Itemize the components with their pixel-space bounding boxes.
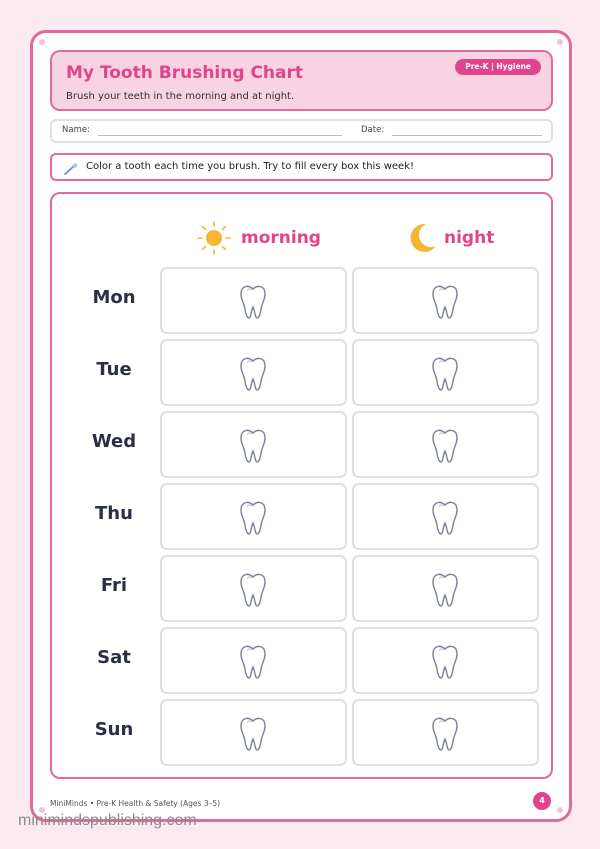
corner-dot	[557, 807, 563, 813]
sun-icon	[196, 220, 232, 260]
name-label: Name:	[62, 125, 90, 135]
brushing-chart	[50, 192, 553, 779]
brush-cell-night[interactable]	[352, 483, 539, 550]
day-label: Thu	[95, 503, 133, 524]
column-label-night: night	[444, 228, 495, 248]
corner-dot	[39, 39, 45, 45]
moon-icon	[404, 220, 440, 260]
day-label: Mon	[92, 287, 136, 308]
brush-cell-night[interactable]	[352, 627, 539, 694]
worksheet-page	[30, 30, 572, 822]
brush-cell-morning[interactable]	[160, 483, 347, 550]
column-header-night	[404, 220, 524, 260]
day-label: Tue	[96, 359, 132, 380]
brush-cell-night[interactable]	[352, 411, 539, 478]
brush-cell-night[interactable]	[352, 699, 539, 766]
page-subtitle: Brush your teeth in the morning and at night.	[66, 91, 295, 102]
brush-cell-morning[interactable]	[160, 267, 347, 334]
column-label-morning: morning	[241, 228, 321, 248]
grade-badge: Pre-K | Hygiene	[455, 59, 541, 75]
name-field[interactable]	[98, 135, 342, 136]
name-date-bar	[50, 119, 553, 143]
header-banner	[50, 50, 553, 111]
brush-cell-morning[interactable]	[160, 555, 347, 622]
brush-cell-morning[interactable]	[160, 699, 347, 766]
toothbrush-icon	[64, 160, 78, 179]
page-number: 4	[533, 792, 551, 810]
page-title: My Tooth Brushing Chart	[66, 63, 304, 83]
day-label: Sat	[97, 647, 131, 668]
day-label: Fri	[100, 575, 128, 596]
date-field[interactable]	[392, 135, 542, 136]
brush-cell-night[interactable]	[352, 267, 539, 334]
brush-cell-morning[interactable]	[160, 339, 347, 406]
column-header-morning	[196, 220, 346, 260]
instruction-text: Color a tooth each time you brush. Try to fill every box this week!	[86, 161, 415, 172]
day-label: Wed	[91, 431, 137, 452]
footer-series: MiniMinds • Pre-K Health & Safety (Ages 3–5)	[50, 799, 221, 808]
brush-cell-night[interactable]	[352, 555, 539, 622]
date-label: Date:	[361, 125, 385, 135]
instruction-box	[50, 153, 553, 181]
corner-dot	[557, 39, 563, 45]
day-label: Sun	[94, 719, 134, 740]
brush-cell-night[interactable]	[352, 339, 539, 406]
watermark: minimindspublishing.com	[18, 812, 197, 829]
brush-cell-morning[interactable]	[160, 627, 347, 694]
brush-cell-morning[interactable]	[160, 411, 347, 478]
